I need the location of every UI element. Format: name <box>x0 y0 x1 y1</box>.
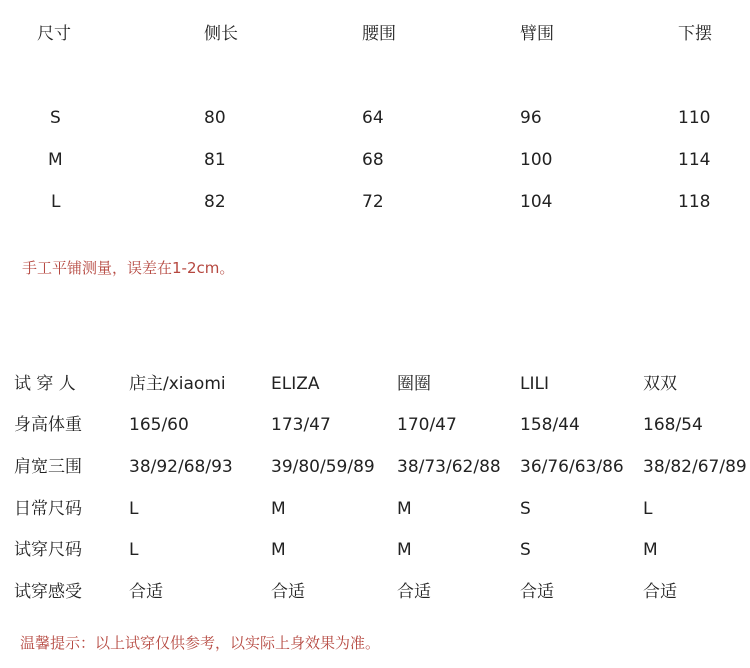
tryon-cell: 39/80/59/89 <box>271 457 375 477</box>
tester-name: 双双 <box>643 374 677 394</box>
size-cell: 64 <box>362 108 384 128</box>
tryon-cell: 合适 <box>129 582 163 602</box>
tryon-cell: 38/73/62/88 <box>397 457 501 477</box>
tester-name: 店主/xiaomi <box>129 374 226 394</box>
tryon-cell: 合适 <box>520 582 554 602</box>
tryon-cell: 38/82/67/89 <box>643 457 747 477</box>
measurement-note: 手工平铺测量，误差在1-2cm。 <box>22 259 235 277</box>
tryon-cell: M <box>271 540 286 560</box>
size-cell: 81 <box>204 150 226 170</box>
size-cell: 100 <box>520 150 553 170</box>
size-cell: S <box>50 108 61 128</box>
header-hem: 下摆 <box>678 24 712 44</box>
row-label-fit-feel: 试穿感受 <box>14 582 82 602</box>
size-cell: L <box>51 192 61 212</box>
size-cell: 118 <box>678 192 711 212</box>
tryon-cell: 165/60 <box>129 415 189 435</box>
tryon-cell: M <box>643 540 658 560</box>
size-cell: M <box>48 150 63 170</box>
tryon-cell: L <box>643 499 653 519</box>
tryon-cell: M <box>397 540 412 560</box>
row-label-tried-size: 试穿尺码 <box>14 540 82 560</box>
header-waist: 腰围 <box>362 24 396 44</box>
tryon-cell: L <box>129 540 139 560</box>
header-side-length: 侧长 <box>204 24 238 44</box>
header-size: 尺寸 <box>37 24 71 44</box>
tester-name: ELIZA <box>271 374 320 394</box>
tryon-cell: L <box>129 499 139 519</box>
tryon-cell: 168/54 <box>643 415 703 435</box>
size-cell: 114 <box>678 150 711 170</box>
size-cell: 104 <box>520 192 553 212</box>
tryon-disclaimer: 温馨提示：以上试穿仅供参考，以实际上身效果为准。 <box>20 634 381 652</box>
tryon-cell: 合适 <box>271 582 305 602</box>
tryon-cell: S <box>520 499 531 519</box>
tester-name: 圈圈 <box>397 374 431 394</box>
header-arm: 臂围 <box>520 24 554 44</box>
size-cell: 110 <box>678 108 711 128</box>
size-cell: 96 <box>520 108 542 128</box>
tryon-cell: 合适 <box>643 582 677 602</box>
tryon-cell: M <box>397 499 412 519</box>
tryon-cell: 170/47 <box>397 415 457 435</box>
size-cell: 68 <box>362 150 384 170</box>
tryon-cell: 158/44 <box>520 415 580 435</box>
row-label-measurements: 肩宽三围 <box>14 457 82 477</box>
tryon-cell: S <box>520 540 531 560</box>
tryon-cell: 38/92/68/93 <box>129 457 233 477</box>
tryon-cell: 173/47 <box>271 415 331 435</box>
size-cell: 82 <box>204 192 226 212</box>
tryon-cell: 合适 <box>397 582 431 602</box>
row-label-tester: 试 穿 人 <box>14 374 76 394</box>
row-label-height-weight: 身高体重 <box>14 415 82 435</box>
tryon-cell: 36/76/63/86 <box>520 457 624 477</box>
tester-name: LILI <box>520 374 549 394</box>
size-cell: 72 <box>362 192 384 212</box>
row-label-usual-size: 日常尺码 <box>14 499 82 519</box>
size-cell: 80 <box>204 108 226 128</box>
tryon-cell: M <box>271 499 286 519</box>
